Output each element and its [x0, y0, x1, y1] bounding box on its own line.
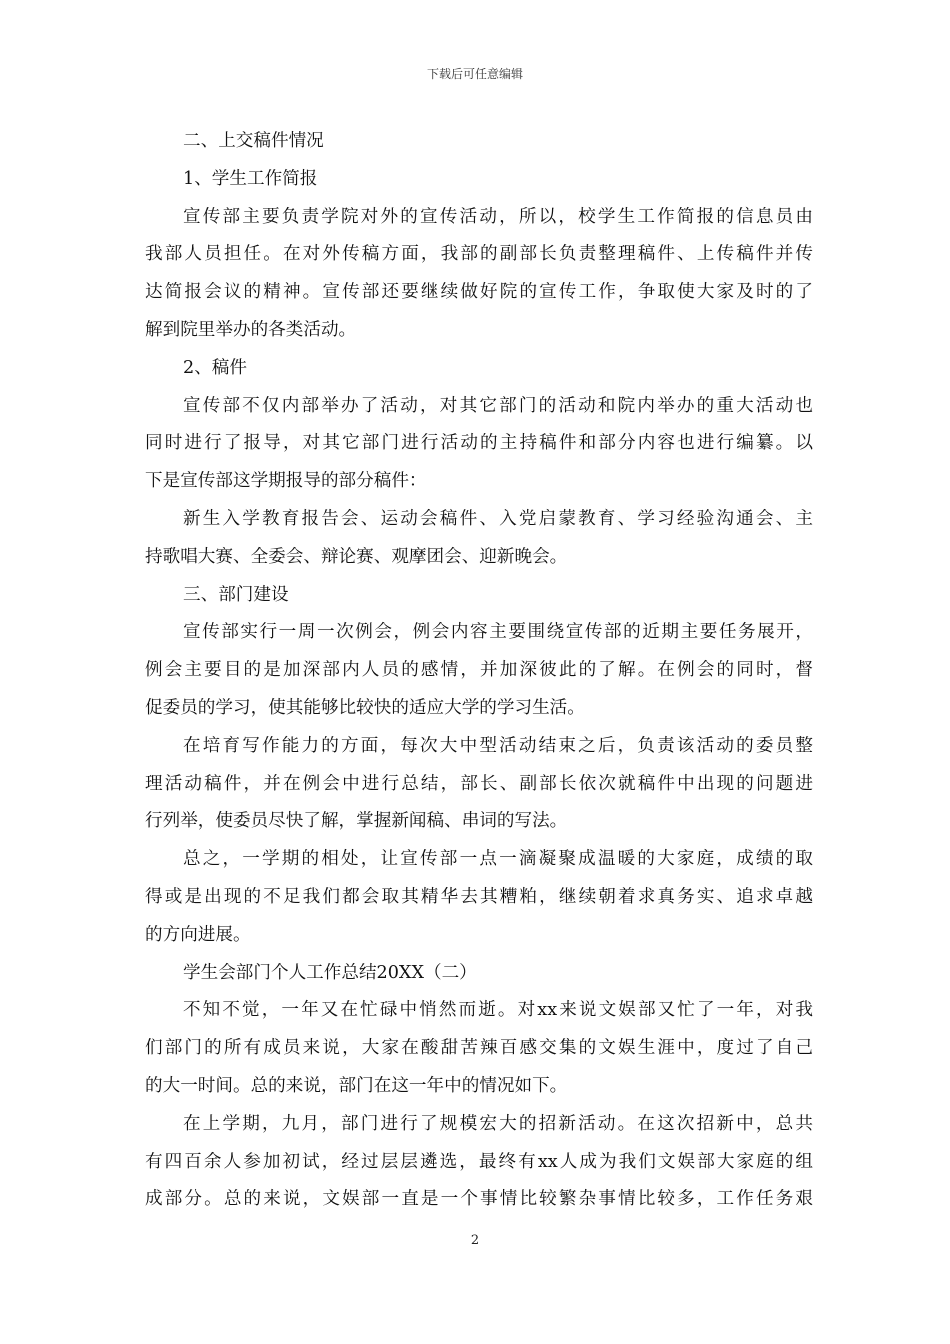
text-line: 我部人员担任。在对外传稿方面，我部的副部长负责整理稿件、上传稿件并传 [145, 244, 813, 265]
page-number: 2 [470, 1233, 480, 1248]
text-line: 学生会部门个人工作总结20XX（二） [183, 962, 477, 983]
text-line: 1、学生工作简报 [183, 168, 318, 189]
text-line: 例会主要目的是加深部内人员的感情，并加深彼此的了解。在例会的同时，督 [145, 660, 813, 681]
text-line: 促委员的学习，使其能够比较快的适应大学的学习生活。 [145, 697, 585, 718]
document-body [145, 123, 813, 1219]
text-line: 持歌唱大赛、全委会、辩论赛、观摩团会、迎新晚会。 [145, 546, 568, 567]
text-line: 的方向进展。 [145, 924, 251, 945]
text-line: 有四百余人参加初试，经过层层遴选，最终有xx人成为我们文娱部大家庭的组 [145, 1151, 813, 1172]
text-line: 宣传部不仅内部举办了活动，对其它部门的活动和院内举办的重大活动也 [183, 395, 813, 416]
text-line: 总之，一学期的相处，让宣传部一点一滴凝聚成温暖的大家庭，成绩的取 [183, 849, 813, 870]
text-line: 在培育写作能力的方面，每次大中型活动结束之后，负责该活动的委员整 [183, 735, 813, 756]
text-line: 解到院里举办的各类活动。 [145, 319, 357, 340]
text-line: 理活动稿件，并在例会中进行总结，部长、副部长依次就稿件中出现的问题进 [145, 773, 813, 794]
text-line: 在上学期，九月，部门进行了规模宏大的招新活动。在这次招新中，总共 [183, 1113, 813, 1134]
text-line: 的大一时间。总的来说，部门在这一年中的情况如下。 [145, 1075, 568, 1096]
text-line: 新生入学教育报告会、运动会稿件、入党启蒙教育、学习经验沟通会、主 [183, 508, 813, 529]
text-line: 2、稿件 [183, 357, 247, 378]
text-line: 三、部门建设 [183, 584, 289, 605]
text-line: 下是宣传部这学期报导的部分稿件： [145, 471, 427, 492]
text-line: 们部门的所有成员来说，大家在酸甜苦辣百感交集的文娱生涯中，度过了自己 [145, 1038, 813, 1059]
text-line: 同时进行了报导，对其它部门进行活动的主持稿件和部分内容也进行编纂。以 [145, 433, 813, 454]
text-line: 行列举，使委员尽快了解，掌握新闻稿、串词的写法。 [145, 811, 568, 832]
text-line: 成部分。总的来说，文娱部一直是一个事情比较繁杂事情比较多，工作任务艰 [145, 1189, 813, 1210]
text-line: 宣传部实行一周一次例会，例会内容主要围绕宣传部的近期主要任务展开， [183, 622, 813, 643]
text-line: 二、上交稿件情况 [183, 131, 324, 151]
text-line: 不知不觉，一年又在忙碌中悄然而逝。对xx来说文娱部又忙了一年，对我 [183, 1000, 813, 1021]
text-line: 得或是出现的不足我们都会取其精华去其糟粕，继续朝着求真务实、追求卓越 [145, 886, 813, 907]
text-line: 宣传部主要负责学院对外的宣传活动，所以，校学生工作简报的信息员由 [183, 206, 813, 227]
page-header: 下载后可任意编辑 [426, 67, 523, 81]
text-line: 达简报会议的精神。宣传部还要继续做好院的宣传工作，争取使大家及时的了 [145, 282, 813, 303]
